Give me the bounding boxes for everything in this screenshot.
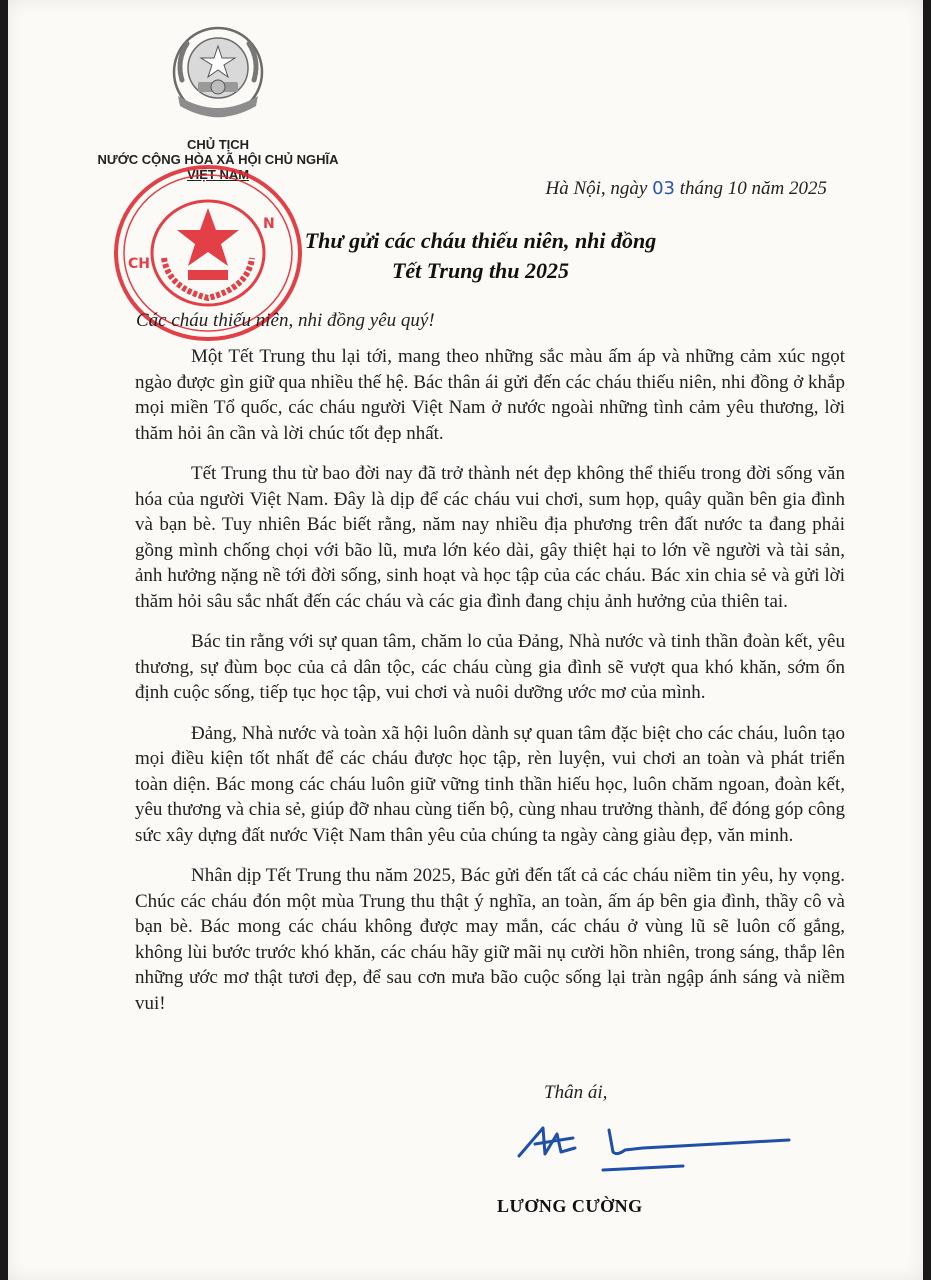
- office-title: CHỦ TỊCH: [186, 137, 250, 152]
- salutation: Các cháu thiếu niên, nhi đồng yêu quý!: [136, 310, 435, 331]
- body-paragraph: Đảng, Nhà nước và toàn xã hội luôn dành sự quan tâm đặc biệt cho các cháu, luôn tạo mọi điều kiện tốt nhất để các cháu được học tập, rèn luyện, vui chơi an toàn và phát triển toàn diện. Bác mong các cháu luôn giữ vững tinh thần hiếu học, luôn chăm ngoan, đoàn kết, yêu thương và chia sẻ, giúp đỡ nhau cùng tiến bộ, cùng nhau trưởng thành, để đóng góp công sức xây dựng đất nước Việt Nam thân yêu của chúng ta ngày càng giàu đẹp, văn minh.: [135, 722, 845, 846]
- national-emblem-icon: [160, 20, 276, 136]
- office-country-name: VIỆT NAM: [186, 167, 250, 182]
- closing-phrase: Thân ái,: [544, 1082, 608, 1103]
- signer-name: LƯƠNG CƯỜNG: [497, 1196, 643, 1216]
- body-paragraph: Nhân dịp Tết Trung thu năm 2025, Bác gửi đến tất cả các cháu niềm tin yêu, hy vọng. Chúc các cháu đón một mùa Trung thu thật ý nghĩa, an toàn, ấm áp bên gia đình, thầy cô và bạn bè. Bác mong các cháu không được may mắn, các cháu ở vùng lũ sẽ luôn cố gắng, không lùi bước trước khó khăn, các cháu hãy giữ mãi nụ cười hồn nhiên, trong sáng, thắp lên những ước mơ thật tươi đẹp, để sau cơn mưa bão cuộc sống lại tràn ngập ánh sáng và niềm vui!: [135, 865, 845, 1014]
- body-paragraph: Bác tin rằng với sự quan tâm, chăm lo của Đảng, Nhà nước và tinh thần đoàn kết, yêu thương, sự đùm bọc của cả dân tộc, các cháu cùng gia đình sẽ vượt qua khó khăn, sớm ổn định cuộc sống, tiếp tục học tập, vui chơi và nuôi dưỡng ước mơ của mình.: [135, 631, 845, 703]
- handwritten-signature-icon: [513, 1118, 803, 1182]
- office-country-line: NƯỚC CỘNG HÒA XÃ HỘI CHỦ NGHĨA: [97, 152, 339, 167]
- date-suffix: tháng 10 năm 2025: [675, 178, 827, 199]
- letter-date: [545, 178, 827, 200]
- letter-subtitle: Tết Trung thu 2025: [391, 258, 570, 283]
- svg-text:CH: CH: [128, 256, 150, 272]
- body-paragraph: Tết Trung thu từ bao đời nay đã trở thành nét đẹp không thể thiếu trong đời sống văn hóa của người Việt Nam. Đây là dịp để các cháu vui chơi, sum họp, quây quần bên gia đình và bạn bè. Tuy nhiên Bác biết rằng, năm nay nhiều địa phương trên đất nước ta đang phải gồng mình chống chọi với bão lũ, mưa lớn kéo dài, gây thiệt hại to lớn về người và tài sản, ảnh hưởng nặng nề tới đời sống, sinh hoạt và học tập của các cháu. Bác xin chia sẻ và gửi lời thăm hỏi sâu sắc nhất đến các cháu và các gia đình đang chịu ảnh hưởng của thiên tai.: [135, 463, 845, 612]
- body-paragraph: Một Tết Trung thu lại tới, mang theo những sắc màu ấm áp và những cảm xúc ngọt ngào được gìn giữ qua nhiều thế hệ. Bác thân ái gửi đến các cháu thiếu niên, nhi đồng ở khắp mọi miền Tổ quốc, các cháu người Việt Nam ở nước ngoài những tình cảm yêu thương, lời thăm hỏi ân cần và lời chúc tốt đẹp nhất.: [135, 346, 845, 444]
- letter-body: [135, 344, 845, 1031]
- letter-page: [8, 0, 923, 1280]
- date-day-handwritten: 03: [652, 178, 675, 199]
- letter-title: Thư gửi các cháu thiếu niên, nhi đồng: [304, 228, 657, 253]
- svg-text:N: N: [263, 216, 275, 232]
- date-prefix: Hà Nội, ngày: [545, 178, 653, 199]
